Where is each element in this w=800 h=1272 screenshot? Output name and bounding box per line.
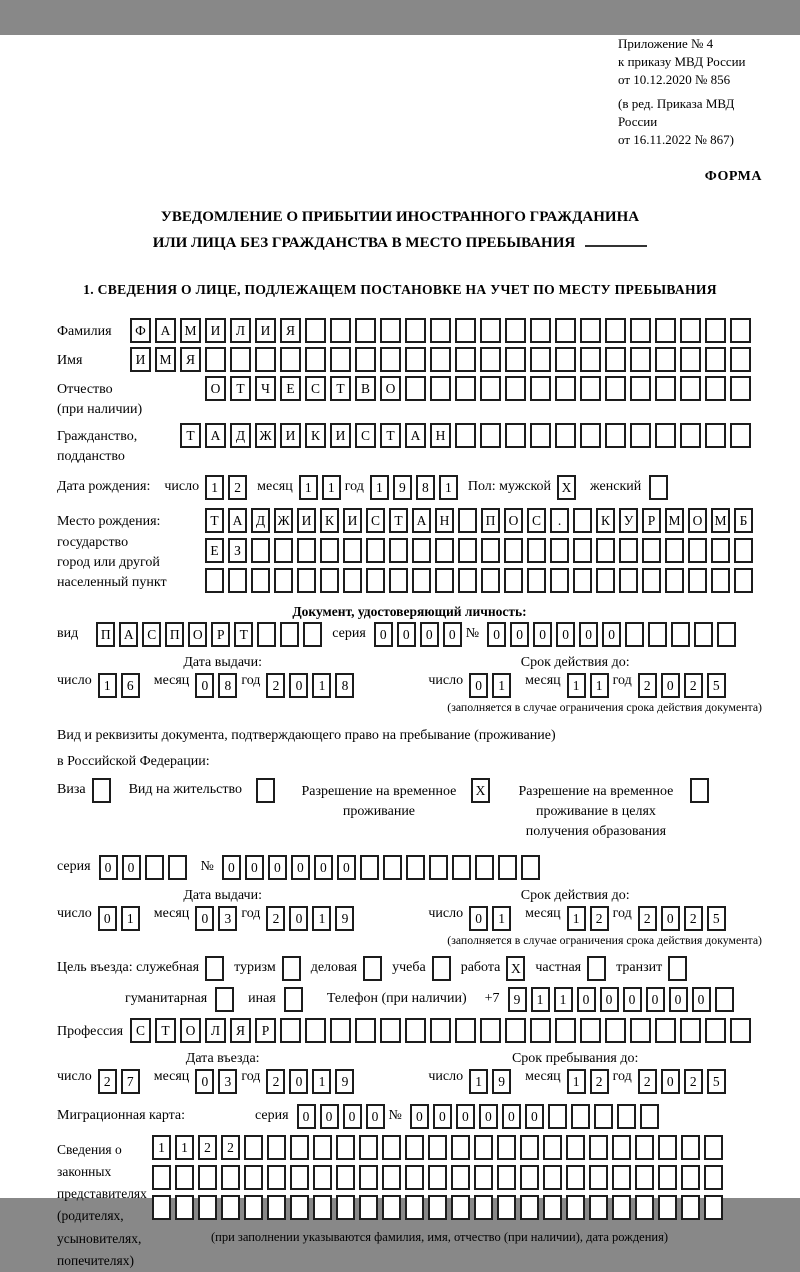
purpose-study-checkbox (432, 956, 455, 981)
purpose-humanitarian-checkbox (215, 987, 238, 1012)
birthplace-cells (205, 508, 757, 598)
permit-doc-text (57, 723, 762, 773)
purpose-other-checkbox (284, 987, 307, 1012)
residence-permit-checkbox (256, 778, 279, 803)
birthplace-label: Место рождения: государство город или другой населенный пункт (57, 514, 167, 591)
migration-number-cells: 0 0 0 0 0 0 (410, 1104, 663, 1129)
doc-type-cells: П А С П О Р Т (96, 622, 326, 647)
citizenship-label: Гражданство, подданство (57, 428, 138, 465)
entry-date-group: Дата въезда: число 2 7 месяц 0 3 год 2 0 1 9 (57, 1051, 388, 1094)
annex-block (618, 35, 762, 149)
migration-card-label: Миграционная карта: (57, 1107, 186, 1123)
temp-residence-checkbox: X (471, 778, 494, 803)
permit-issue-group: Дата выдачи: число 0 1 месяц 0 3 год 2 0 1 9 (57, 888, 388, 931)
permit-series-cells: 0 0 (99, 855, 191, 880)
permit-issue-day-cells: 0 1 (98, 906, 144, 931)
permit-issue-year-cells: 2 0 1 9 (266, 906, 358, 931)
birthplace-row (57, 508, 762, 598)
form-page (0, 35, 800, 1268)
stay-year-cells: 2 0 2 5 (638, 1069, 730, 1094)
birthplace-cells-row1: Т А Д Ж И К И С Т А Н П О С . К У Р М О М Б (205, 508, 757, 533)
stay-until-caption: Срок пребывания до: (511, 1050, 639, 1066)
id-dates-row (57, 655, 762, 698)
section1-heading: 1. СВЕДЕНИЯ О ЛИЦЕ, ПОДЛЕЖАЩЕМ ПОСТАНОВКЕ НА УЧЕТ ПО МЕСТУ ПРЕБЫВАНИЯ (83, 282, 717, 298)
representatives-row (57, 1135, 762, 1272)
id-valid-note: (заполняется в случае ограничения срока действия документа) (447, 700, 762, 715)
citizenship-row (57, 423, 762, 468)
transit-label: транзит (616, 959, 663, 975)
migration-card-row (57, 1104, 762, 1129)
birth-month-cells: 1 1 (299, 475, 345, 500)
representatives-cells-row3 (152, 1195, 727, 1220)
forma-label: ФОРМА (704, 169, 762, 185)
birth-day-cells: 1 2 (205, 475, 251, 500)
issue-date-caption: Дата выдачи: (183, 655, 262, 671)
temp-residence-edu-checkbox (690, 778, 713, 803)
id-doc-heading: Документ, удостоверяющий личность: (292, 604, 527, 620)
profession-cells: С Т О Л Я Р (130, 1018, 755, 1043)
permit-type-row (57, 778, 762, 843)
id-series-cells: 0 0 0 0 (374, 622, 466, 647)
phone-prefix: +7 (484, 990, 500, 1006)
sex-female-checkbox (649, 475, 672, 500)
sex-female-label: женский (590, 479, 642, 495)
patronymic-row (57, 376, 762, 421)
purpose-work-checkbox: X (506, 956, 529, 981)
annex-revision-1: (в ред. Приказа МВД России (618, 95, 735, 129)
permit-dates-row (57, 888, 762, 931)
phone-label: Телефон (при наличии) (326, 990, 467, 1006)
birthplace-cells-row3 (205, 568, 757, 593)
entry-month-cells: 0 3 (195, 1069, 241, 1094)
permit-doc-line2: в Российской Федерации: (57, 753, 210, 769)
purpose-official-checkbox (205, 956, 228, 981)
birthplace-cells-row2: Е З (205, 538, 757, 563)
month-label: месяц (257, 479, 293, 495)
form-title (0, 205, 800, 256)
patronymic-cells: О Т Ч Е С Т В О (205, 376, 755, 401)
surname-row (57, 318, 762, 343)
annex-revision-2: от 16.11.2022 № 867) (618, 131, 735, 147)
purpose-business-checkbox (363, 956, 386, 981)
title-blank-line (585, 232, 647, 247)
temp-residence-label: Разрешение на временное проживание (301, 783, 457, 819)
study-label: учеба (392, 959, 426, 975)
residence-permit-label: Вид на жительство (128, 781, 242, 797)
birthdate-row (57, 475, 762, 500)
profession-label: Профессия (57, 1023, 124, 1039)
citizenship-cells: Т А Д Ж И К И С Т А Н (180, 423, 755, 448)
other-label: иная (248, 990, 276, 1006)
purpose-transit-checkbox (668, 956, 691, 981)
representatives-label: Сведения о законных представителях (родителях, усыновителях, попечителях) (57, 1141, 147, 1268)
private-label: частная (535, 959, 582, 975)
permit-number-cells: 0 0 0 0 0 0 (222, 855, 544, 880)
permit-valid-group: Срок действия до: число 0 1 месяц 1 2 год 2 0 2 5 (388, 888, 762, 931)
birthdate-label: Дата рождения: (57, 479, 151, 495)
permit-series-row (57, 855, 762, 880)
migration-number-label: № (388, 1107, 402, 1123)
id-valid-day-cells: 0 1 (469, 673, 515, 698)
day-label: число (164, 479, 200, 495)
representatives-cells-row2 (152, 1165, 727, 1190)
id-series-label: серия (332, 626, 366, 642)
permit-number-label: № (200, 858, 214, 874)
id-valid-group: Срок действия до: число 0 1 месяц 1 1 год 2 0 2 5 (388, 655, 762, 698)
profession-row (57, 1018, 762, 1043)
visa-label: Виза (57, 781, 86, 797)
doc-type-label: вид (57, 626, 79, 642)
permit-valid-month-cells: 1 2 (567, 906, 613, 931)
birth-year-cells: 1 9 8 1 (370, 475, 462, 500)
form-title-line-1: УВЕДОМЛЕНИЕ О ПРИБЫТИИ ИНОСТРАННОГО ГРАЖДАНИНА (160, 209, 640, 226)
phone-cells: 9 1 1 0 0 0 0 0 0 (508, 987, 738, 1012)
id-doc-row (57, 622, 762, 647)
purpose-tourism-checkbox (282, 956, 305, 981)
name-cells: И М Я (130, 347, 755, 372)
section1-content (0, 318, 800, 1272)
business-label: деловая (310, 959, 358, 975)
entry-date-caption: Дата въезда: (185, 1050, 260, 1066)
stay-day-cells: 1 9 (469, 1069, 515, 1094)
id-number-label: № (465, 626, 480, 642)
id-valid-month-cells: 1 1 (567, 673, 613, 698)
entry-dates-row (57, 1051, 762, 1094)
representatives-note: (при заполнении указываются фамилия, имя, отчество (при наличии), дата рождения) (210, 1229, 669, 1244)
entry-year-cells: 2 0 1 9 (266, 1069, 358, 1094)
permit-doc-line1: Вид и реквизиты документа, подтверждающего право на пребывание (проживание) (57, 728, 556, 744)
purpose-label: Цель въезда: служебная (57, 959, 200, 975)
id-issue-group: Дата выдачи: число 1 6 месяц 0 8 год 2 0 1 8 (57, 655, 388, 698)
permit-valid-year-cells: 2 0 2 5 (638, 906, 730, 931)
work-label: работа (460, 959, 501, 975)
purpose-row (57, 956, 762, 981)
sex-male-checkbox: X (557, 475, 580, 500)
valid-until-caption: Срок действия до: (520, 655, 630, 671)
purpose-row-2 (125, 987, 762, 1012)
permit-valid-note: (заполняется в случае ограничения срока действия документа) (447, 932, 762, 947)
migration-series-label: серия (255, 1107, 289, 1123)
stay-until-group: Срок пребывания до: число 1 9 месяц 1 2 год 2 0 2 5 (388, 1051, 762, 1094)
visa-checkbox (92, 778, 115, 803)
representatives-cells-row1: 1 1 2 2 (152, 1135, 727, 1160)
id-issue-day-cells: 1 6 (98, 673, 144, 698)
permit-issue-month-cells: 0 3 (195, 906, 241, 931)
purpose-private-checkbox (587, 956, 610, 981)
surname-label: Фамилия (57, 324, 112, 340)
representatives-cells (152, 1135, 727, 1245)
entry-day-cells: 2 7 (98, 1069, 144, 1094)
name-row (57, 347, 762, 372)
permit-valid-day-cells: 0 1 (469, 906, 515, 931)
annex-line-1: Приложение № 4 (618, 36, 714, 51)
form-title-line-2: ИЛИ ЛИЦА БЕЗ ГРАЖДАНСТВА В МЕСТО ПРЕБЫВАНИЯ (0, 231, 800, 257)
id-issue-year-cells: 2 0 1 8 (266, 673, 358, 698)
patronymic-label: Отчество (при наличии) (57, 382, 143, 418)
sex-male-label: Пол: мужской (467, 479, 552, 495)
annex-line-2: к приказу МВД России (618, 54, 746, 70)
stay-month-cells: 1 2 (567, 1069, 613, 1094)
id-issue-month-cells: 0 8 (195, 673, 241, 698)
id-number-cells: 0 0 0 0 0 0 (487, 622, 740, 647)
surname-cells: Ф А М И Л И Я (130, 318, 755, 343)
year-label: год (344, 479, 364, 495)
temp-residence-edu-label: Разрешение на временное проживание в целях получения образования (518, 783, 674, 840)
tourism-label: туризм (234, 959, 276, 975)
migration-series-cells: 0 0 0 0 (297, 1104, 389, 1129)
permit-series-label: серия (57, 858, 91, 874)
id-valid-year-cells: 2 0 2 5 (638, 673, 730, 698)
name-label: Имя (57, 353, 83, 369)
annex-line-3: от 10.12.2020 № 856 (618, 72, 731, 88)
humanitarian-label: гуманитарная (125, 990, 208, 1006)
